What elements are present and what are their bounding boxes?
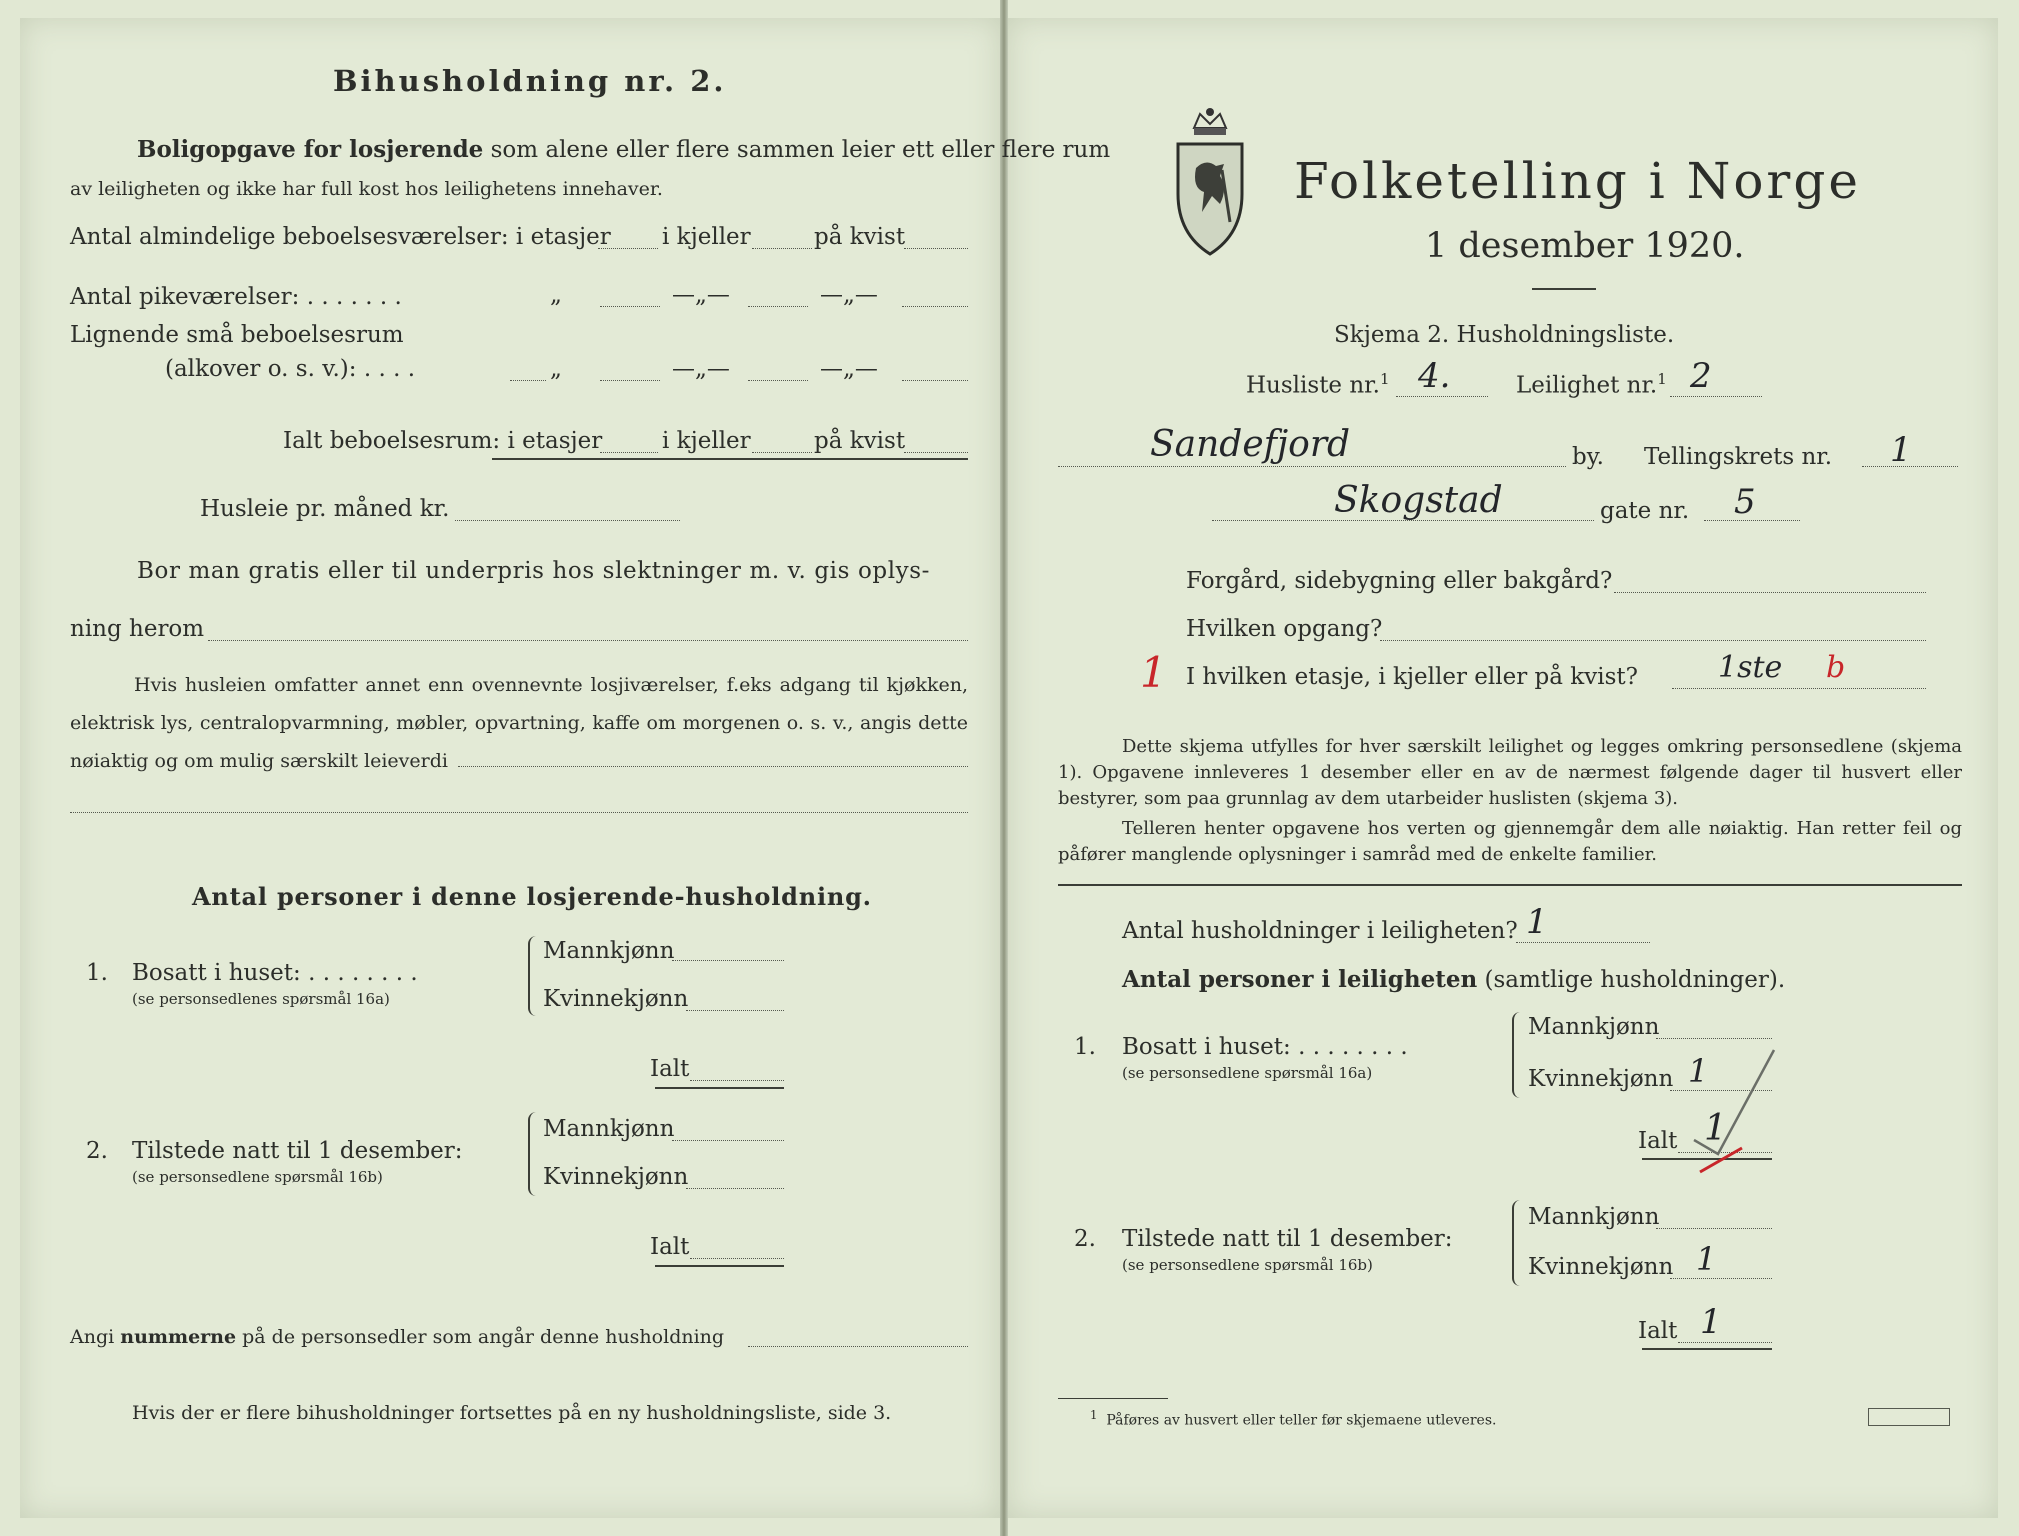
right-q1-ialt-value: 1	[1704, 1108, 1727, 1149]
lign-line-3	[902, 380, 968, 381]
right-q2-mann: Mannkjønn	[1528, 1204, 1660, 1230]
lign-line-0	[510, 380, 546, 381]
husliste-footnote-mark: 1	[1379, 370, 1390, 388]
right-q1-sub: (se personsedlene spørsmål 16a)	[1122, 1064, 1373, 1082]
left-q2-num: 2.	[86, 1138, 108, 1164]
right-q1-ialt: Ialt	[1638, 1128, 1678, 1154]
right-q2-ialt-rule	[1642, 1348, 1772, 1350]
left-q2-kvinne-line	[686, 1188, 784, 1189]
etasje-label: I hvilken etasje, i kjeller eller på kvist?	[1186, 664, 1638, 690]
left-q2-kvinne: Kvinnekjønn	[543, 1164, 689, 1190]
antal-hush-line	[1516, 942, 1650, 943]
hvis-husleien-text: Hvis husleien omfatter annet enn ovennevnte losjiværelser, f.eks adgang til kjøkken, elektrisk lys, centralopvarmning, møbler, opvartning, kaffe om morgenen o. s. v., angis dette nøiaktig og om mulig særskilt leieverdi	[70, 674, 968, 772]
herom-line	[208, 640, 968, 641]
left-q2-ialt-line	[690, 1258, 784, 1259]
gate-label: gate nr.	[1600, 498, 1690, 524]
antal-hush-label: Antal husholdninger i leiligheten?	[1122, 918, 1518, 944]
left-q2-ialt: Ialt	[650, 1234, 690, 1260]
alm-kvist-line	[904, 248, 968, 249]
left-q1-mann: Mannkjønn	[543, 938, 675, 964]
angi-nummerne	[70, 1326, 724, 1348]
left-q1-num: 1.	[86, 960, 108, 986]
ialt-kjeller-line	[752, 452, 812, 453]
gate-nr-line	[1704, 520, 1800, 521]
forgaard-line	[1614, 592, 1926, 593]
right-q2-brace	[1512, 1200, 1524, 1286]
right-q2-ialt: Ialt	[1638, 1318, 1678, 1344]
opgang-line	[1380, 640, 1926, 641]
leieverdi-line-2	[70, 812, 968, 813]
opgang-label: Hvilken opgang?	[1186, 616, 1383, 642]
left-q2-mann-line	[672, 1140, 784, 1141]
left-q1-ialt-rule	[655, 1087, 784, 1089]
instr-para-2: Telleren henter opgavene hos verten og gjennemgår dem alle nøiaktig. Han retter feil og påfører manglende oplysninger i samråd med de enkelte familier.	[1058, 818, 1962, 865]
etasje-red-mark: 1	[1140, 648, 1167, 697]
pike-line-2	[748, 306, 808, 307]
right-q1-num: 1.	[1074, 1034, 1096, 1060]
right-q1-mann-line	[1656, 1038, 1772, 1039]
angi-pre: Angi	[70, 1326, 121, 1348]
ialt-kjeller-label: i kjeller	[662, 428, 751, 454]
tellingskrets-label: Tellingskrets nr.	[1644, 444, 1833, 470]
alm-kjeller-line	[752, 248, 812, 249]
title-divider	[1532, 288, 1596, 290]
bor-man-text: Bor man gratis eller til underpris hos slektninger m. v. gis oplys-	[137, 558, 931, 584]
footnote-text	[1090, 1408, 1496, 1429]
right-title: Folketelling i Norge	[1294, 152, 1861, 210]
leilighet-label	[1516, 370, 1667, 399]
pikevaerelser-label: Antal pikeværelser: . . . . . . .	[70, 284, 402, 310]
skjema-label: Skjema 2. Husholdningsliste.	[1334, 322, 1675, 348]
angi-rest: på de personsedler som angår denne husholdning	[236, 1326, 725, 1348]
left-q2-mann: Mannkjønn	[543, 1116, 675, 1142]
alm-etasjer-line	[598, 248, 658, 249]
antal-pers-bold: Antal personer i leiligheten	[1122, 966, 1478, 993]
right-q2-ialt-value: 1	[1700, 1302, 1722, 1342]
right-q1-mann: Mannkjønn	[1528, 1014, 1660, 1040]
by-label: by.	[1572, 444, 1604, 470]
footnote-divider	[1058, 1398, 1168, 1399]
antal-alm-label: Antal almindelige beboelsesværelser: i etasjer	[70, 224, 611, 250]
gate-nr-value: 5	[1734, 482, 1756, 522]
etasje-line	[1672, 688, 1926, 689]
husleie-label: Husleie pr. måned kr.	[200, 496, 450, 522]
left-q1-ialt-line	[690, 1080, 784, 1081]
gate-value: Skogstad	[1334, 480, 1503, 521]
left-q1-kvinne: Kvinnekjønn	[543, 986, 689, 1012]
lignende-label-2: (alkover o. s. v.): . . . .	[165, 356, 416, 382]
instr-para-1: Dette skjema utfylles for hver særskilt leilighet og legges omkring personsedlene (skjema 1). Opgavene innleveres 1 desember eller en av de nærmest følgende dager til husvert eller bestyrer, som paa grunnlag av dem utarbeider huslisten (skjema 3).	[1058, 736, 1962, 809]
pike-line-1	[600, 306, 660, 307]
right-q2-kvinne-line	[1670, 1278, 1772, 1279]
antal-hush-value: 1	[1526, 902, 1548, 942]
husliste-line	[1396, 396, 1488, 397]
ialt-kvist-line	[904, 452, 968, 453]
lign-ditto-1: „	[550, 356, 562, 382]
printer-stamp	[1868, 1408, 1950, 1426]
instr-divider	[1058, 884, 1962, 886]
ning-herom-label: ning herom	[70, 616, 205, 642]
left-q2-ialt-rule	[655, 1265, 784, 1267]
leilighet-footnote-mark: 1	[1657, 370, 1667, 388]
coat-of-arms-icon	[1172, 104, 1248, 258]
etasje-red-mark-2: b	[1826, 650, 1846, 685]
ialt-bebo-underline	[492, 458, 968, 460]
tellingskrets-line	[1862, 466, 1958, 467]
alm-kvist-label: på kvist	[814, 224, 906, 250]
antal-pers-rest: (samtlige husholdninger).	[1477, 967, 1786, 993]
left-q1-sub: (se personsedlenes spørsmål 16a)	[132, 990, 390, 1008]
right-q1-kvinne-value: 1	[1688, 1052, 1709, 1090]
intro-bold: Boligopgave for losjerende	[137, 136, 484, 163]
left-q1-label: Bosatt i huset: . . . . . . . .	[132, 960, 418, 986]
pike-ditto-1: „	[550, 282, 562, 308]
footnote-mark: 1	[1090, 1408, 1098, 1422]
left-q2-label: Tilstede natt til 1 desember:	[132, 1138, 463, 1164]
lign-ditto-2: —„—	[672, 356, 730, 382]
forgaard-label: Forgård, sidebygning eller bakgård?	[1186, 568, 1613, 594]
pike-ditto-3: —„—	[820, 282, 878, 308]
page-fold	[1000, 0, 1008, 1536]
left-q1-kvinne-line	[686, 1010, 784, 1011]
right-q1-label: Bosatt i huset: . . . . . . . .	[1122, 1034, 1408, 1060]
right-q2-sub: (se personsedlene spørsmål 16b)	[1122, 1256, 1373, 1274]
left-q2-sub: (se personsedlene spørsmål 16b)	[132, 1168, 383, 1186]
right-q2-kvinne: Kvinnekjønn	[1528, 1254, 1674, 1280]
lignende-label-1: Lignende små beboelsesrum	[70, 322, 404, 348]
husliste-value: 4.	[1418, 356, 1451, 396]
alm-kjeller-label: i kjeller	[662, 224, 751, 250]
left-q1-ialt: Ialt	[650, 1056, 690, 1082]
left-title: Bihusholdning nr. 2.	[333, 64, 727, 98]
right-q1-kvinne: Kvinnekjønn	[1528, 1066, 1674, 1092]
leilighet-text: Leilighet nr.	[1516, 372, 1658, 399]
left-q1-brace	[528, 936, 540, 1016]
angi-bold: nummerne	[120, 1326, 237, 1348]
footnote-body: Påføres av husvert eller teller før skjemaene utleveres.	[1106, 1412, 1497, 1429]
pike-line-3	[902, 306, 968, 307]
gate-line	[1212, 520, 1594, 521]
left-q2-brace	[528, 1112, 540, 1196]
right-q2-kvinne-value: 1	[1696, 1240, 1717, 1278]
lign-line-2	[748, 380, 808, 381]
antal-personer-heading: Antal personer i denne losjerende-husholdning.	[192, 882, 872, 911]
check-mark-icon	[1690, 1044, 1800, 1184]
by-line	[1058, 466, 1566, 467]
pike-ditto-2: —„—	[672, 282, 730, 308]
intro-line-2: av leiligheten og ikke har full kost hos leilighetens innehaver.	[70, 178, 663, 200]
lign-ditto-3: —„—	[820, 356, 878, 382]
lign-line-1	[600, 380, 660, 381]
angi-line	[748, 1346, 968, 1347]
leilighet-line	[1670, 396, 1762, 397]
ialt-kvist-label: på kvist	[814, 428, 906, 454]
left-q1-mann-line	[672, 960, 784, 961]
husliste-label	[1246, 370, 1390, 399]
right-q1-brace	[1512, 1012, 1524, 1098]
left-footer: Hvis der er flere bihusholdninger fortsettes på en ny husholdningsliste, side 3.	[132, 1402, 892, 1424]
right-q2-num: 2.	[1074, 1226, 1096, 1252]
leieverdi-line	[458, 766, 968, 767]
right-q2-label: Tilstede natt til 1 desember:	[1122, 1226, 1453, 1252]
etasje-value: 1ste	[1718, 650, 1783, 685]
ialt-etasjer-line	[600, 452, 658, 453]
leilighet-value: 2	[1690, 356, 1712, 396]
right-q2-ialt-line	[1678, 1342, 1772, 1343]
right-date: 1 desember 1920.	[1425, 226, 1745, 266]
antal-pers-heading	[1122, 966, 1785, 993]
intro-rest: som alene eller flere sammen leier ett eller flere rum	[483, 137, 1111, 163]
by-value: Sandefjord	[1150, 424, 1351, 465]
tellingskrets-value: 1	[1890, 430, 1912, 470]
husliste-text: Husliste nr.	[1246, 372, 1380, 399]
ialt-bebo-label: Ialt beboelsesrum: i etasjer	[283, 428, 603, 454]
husleie-line	[455, 520, 680, 521]
intro-line-1	[137, 136, 1110, 163]
right-q2-mann-line	[1656, 1228, 1772, 1229]
